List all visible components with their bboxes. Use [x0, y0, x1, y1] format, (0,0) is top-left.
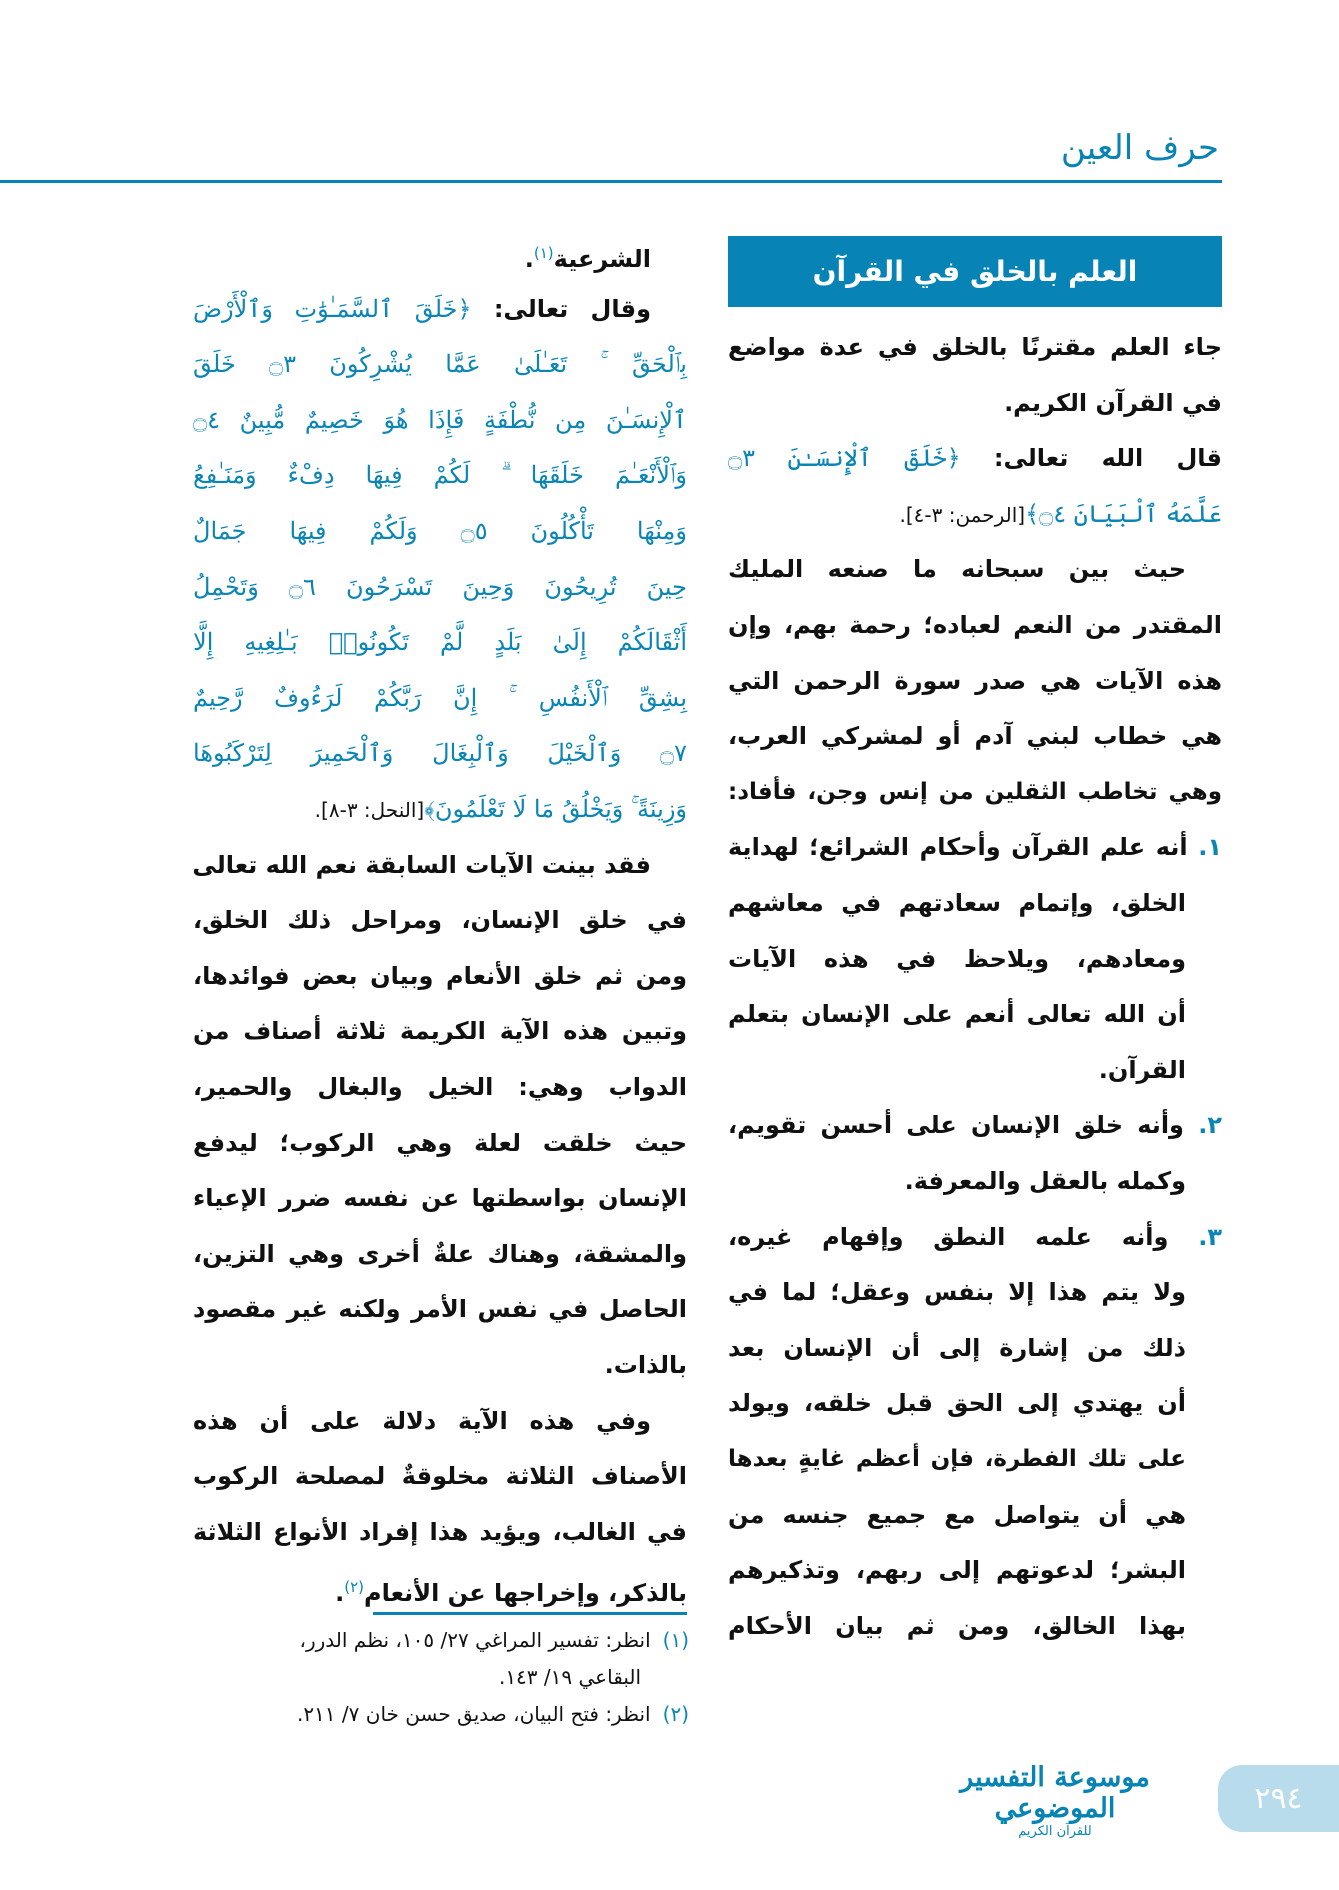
text-line — [728, 878, 1222, 928]
body-text: وفي هذه الآية دلالة على أن هذه — [193, 1406, 651, 1435]
body-text: ومن ثم خلق الأنعام وبيان بعض فوائدها، — [193, 961, 687, 990]
text-line — [193, 1396, 687, 1446]
body-text: أنه علم القرآن وأحكام الشرائع؛ لهداية — [728, 833, 1188, 862]
text-line — [728, 1156, 1222, 1206]
text-line — [728, 1434, 1222, 1484]
text-line — [728, 1378, 1222, 1428]
body-text: وأنه خلق الإنسان على أحسن تقويم، — [728, 1111, 1184, 1140]
header-divider — [0, 180, 1222, 183]
body-text: الأصناف الثلاثة مخلوقةٌ لمصلحة الركوب — [193, 1462, 687, 1491]
text-line — [728, 544, 1222, 594]
footnote-number: (١) — [662, 1628, 689, 1652]
list-number: ١. — [1187, 833, 1222, 862]
body-text: بالذات. — [604, 1351, 687, 1379]
text-line — [193, 895, 687, 945]
body-text: . — [335, 1579, 345, 1608]
text-line — [193, 728, 687, 778]
text-line — [193, 1562, 687, 1612]
page-number: ٢٩٤ — [1254, 1781, 1303, 1816]
verse-citation: [الرحمن: ٣-٤]. — [899, 502, 1026, 527]
quran-verse: بِشِقِّ ٱلْأَنفُسِ ۚ إِنَّ رَبَّكُمْ لَرَءُوفٌ رَّحِيمٌ — [193, 683, 687, 712]
body-text: بالذكر، وإخراجها عن الأنعام — [364, 1579, 687, 1608]
quran-verse: وَٱلْأَنْعَـٰمَ خَلَقَهَا ۗ لَكُمْ فِيهَا دِفْءٌ وَمَنَـٰفِعُ — [193, 461, 687, 490]
quran-verse: بِٱلْحَقِّ ۚ تَعَـٰلَىٰ عَمَّا يُشْرِكُونَ ۝٣ خَلَقَ — [193, 350, 687, 379]
quran-verse: ٱلْإِنسَـٰنَ مِن نُّطْفَةٍ فَإِذَا هُوَ خَصِيمٌ مُّبِينٌ ۝٤ — [193, 405, 687, 434]
text-line — [728, 489, 1222, 539]
body-text: في الغالب، ويؤيد هذا إفراد الأنواع الثلاثة — [193, 1517, 687, 1546]
body-text: وتبين هذه الآية الكريمة ثلاثة أصناف من — [193, 1017, 687, 1046]
body-text: ومعادهم، ويلاحظ في هذه الآيات — [728, 944, 1186, 973]
text-line — [728, 1045, 1222, 1095]
text-line — [728, 1100, 1222, 1150]
text-line — [728, 934, 1222, 984]
body-text: الخلق، وإتمام سعادتهم في معاشهم — [728, 889, 1186, 917]
body-text: حيث خلقت لعلة وهي الركوب؛ ليدفع — [193, 1128, 687, 1157]
body-text: البشر؛ لدعوتهم إلى ربهم، وتذكيرهم — [728, 1556, 1186, 1585]
text-line — [193, 395, 687, 445]
logo-subtitle: للقرآن الكريم — [1018, 1824, 1092, 1839]
text-line — [193, 1229, 687, 1279]
footnote-line — [209, 1628, 689, 1652]
text-line — [193, 617, 687, 667]
body-text: هذه الآيات هي صدر سورة الرحمن التي — [728, 666, 1222, 695]
body-text: هي خطاب لبني آدم أو لمشركي العرب، — [728, 722, 1222, 751]
body-text: حيث بين سبحانه ما صنعه المليك — [728, 555, 1186, 584]
text-line — [193, 784, 687, 834]
text-line — [193, 450, 687, 500]
body-text: . — [524, 245, 534, 273]
quran-verse: ﴿خَلَقَ ٱلسَّمَـٰوَٰتِ وَٱلْأَرْضَ — [193, 294, 472, 323]
text-line — [728, 656, 1222, 706]
footnote-line — [209, 1665, 689, 1689]
body-text: وكمله بالعقل والمعرفة. — [904, 1167, 1186, 1195]
text-line — [728, 1323, 1222, 1373]
footnote-ref: (٢) — [344, 1578, 365, 1597]
encyclopedia-logo — [930, 1762, 1180, 1839]
text-line — [728, 767, 1222, 817]
body-text: المقتدر من النعم لعباده؛ رحمة بهم، وإن — [728, 611, 1222, 639]
text-line — [193, 228, 687, 278]
text-line — [728, 989, 1222, 1039]
text-line — [193, 506, 687, 556]
footnote-number: (٢) — [662, 1702, 689, 1726]
body-text: على تلك الفطرة، فإن أعظم غايةٍ بعدها — [728, 1446, 1186, 1472]
footnote-text: انظر: فتح البيان، صديق حسن خان ٧/ ٢١١. — [296, 1702, 651, 1726]
quran-verse: وَزِينَةً ۚ وَيَخْلُقُ مَا لَا تَعْلَمُونَ﴾ — [424, 795, 687, 823]
text-line — [193, 1451, 687, 1501]
text-line — [193, 840, 687, 890]
text-line — [728, 600, 1222, 650]
footnote-text: انظر: تفسير المراغي ٢٧/ ١٠٥، نظم الدرر، — [299, 1628, 651, 1652]
body-text: بهذا الخالق، ومن ثم بيان الأحكام — [728, 1611, 1186, 1640]
quran-verse: وَمِنْهَا تَأْكُلُونَ ۝٥ وَلَكُمْ فِيهَا جَمَالٌ — [193, 517, 687, 545]
list-number: ٣. — [1168, 1222, 1222, 1251]
text-line — [728, 1601, 1222, 1651]
body-text: فقد بينت الآيات السابقة نعم الله تعالى — [192, 850, 651, 879]
body-text: أن الله تعالى أنعم على الإنسان بتعلم — [728, 1000, 1186, 1029]
text-line — [728, 433, 1222, 483]
text-line — [728, 378, 1222, 428]
section-title: العلم بالخلق في القرآن — [812, 255, 1138, 288]
text-line — [728, 1545, 1222, 1595]
logo-title: موسوعة التفسير الموضوعي — [960, 1762, 1150, 1824]
list-number: ٢. — [1183, 1111, 1222, 1140]
body-text: الحاصل في نفس الأمر ولكنه غير مقصود — [193, 1295, 687, 1324]
footnote-line — [209, 1702, 689, 1726]
section-title-banner — [728, 236, 1222, 307]
body-text: وأنه علمه النطق وإفهام غيره، — [728, 1222, 1169, 1251]
text-line — [193, 562, 687, 612]
text-line — [728, 322, 1222, 372]
body-text: الشرعية — [553, 245, 651, 273]
body-text: وهي تخاطب الثقلين من إنس وجن، فأفاد: — [728, 778, 1222, 805]
quran-verse: ﴿خَلَقَ ٱلْإِنسَـٰنَ ۝٣ — [728, 444, 961, 473]
text-line — [193, 673, 687, 723]
body-text: الدواب وهي: الخيل والبغال والحمير، — [193, 1073, 687, 1101]
body-text: جاء العلم مقترنًا بالخلق في عدة مواضع — [728, 333, 1222, 361]
body-text: في خلق الإنسان، ومراحل ذلك الخلق، — [193, 906, 687, 935]
body-text: أن يهتدي إلى الحق قبل خلقه، ويولد — [728, 1389, 1186, 1418]
text-line — [193, 284, 687, 334]
body-text: هي أن يتواصل مع جميع جنسه من — [728, 1500, 1186, 1529]
text-line — [193, 1173, 687, 1223]
text-line — [728, 1212, 1222, 1262]
body-text: قال الله تعالى: — [960, 444, 1222, 473]
body-text: والمشقة، وهناك علةٌ أخرى وهي التزين، — [193, 1239, 687, 1268]
text-line — [193, 1062, 687, 1112]
footnote-divider — [373, 1612, 687, 1615]
text-line — [193, 951, 687, 1001]
body-text: ولا يتم هذا إلا بنفس وعقل؛ لما في — [728, 1278, 1186, 1307]
footnote-ref: (١) — [533, 244, 554, 262]
body-text: ذلك من إشارة إلى أن الإنسان بعد — [728, 1333, 1186, 1362]
body-text: الإنسان بواسطتها عن نفسه ضرر الإعياء — [193, 1184, 687, 1213]
quran-verse: عَلَّمَهُ ٱلْبَيَانَ ۝٤﴾ — [1025, 499, 1222, 528]
body-text: في القرآن الكريم. — [1004, 388, 1222, 417]
page-number-badge — [1218, 1765, 1339, 1832]
chapter-header-title: حرف العين — [1060, 128, 1219, 168]
body-text: القرآن. — [1098, 1055, 1186, 1084]
text-line — [728, 1490, 1222, 1540]
verse-citation: [النحل: ٣-٨]. — [314, 798, 425, 822]
text-line — [728, 711, 1222, 761]
footnote-text: البقاعي ١٩/ ١٤٣. — [498, 1665, 641, 1689]
quran-verse: أَثْقَالَكُمْ إِلَىٰ بَلَدٍ لَّمْ تَكُونُوا۟ بَـٰلِغِيهِ إِلَّا — [193, 628, 687, 657]
text-line — [728, 1267, 1222, 1317]
text-line — [193, 1284, 687, 1334]
quran-verse: حِينَ تُرِيحُونَ وَحِينَ تَسْرَحُونَ ۝٦ وَتَحْمِلُ — [193, 572, 688, 601]
text-line — [193, 1118, 687, 1168]
text-line — [193, 1507, 687, 1557]
text-line — [193, 339, 687, 389]
quran-verse: ۝٧ وَٱلْخَيْلَ وَٱلْبِغَالَ وَٱلْحَمِيرَ لِتَرْكَبُوهَا — [193, 739, 687, 768]
text-line — [728, 822, 1222, 872]
text-line — [193, 1006, 687, 1056]
body-text: وقال تعالى: — [471, 294, 652, 323]
text-line — [193, 1340, 687, 1390]
